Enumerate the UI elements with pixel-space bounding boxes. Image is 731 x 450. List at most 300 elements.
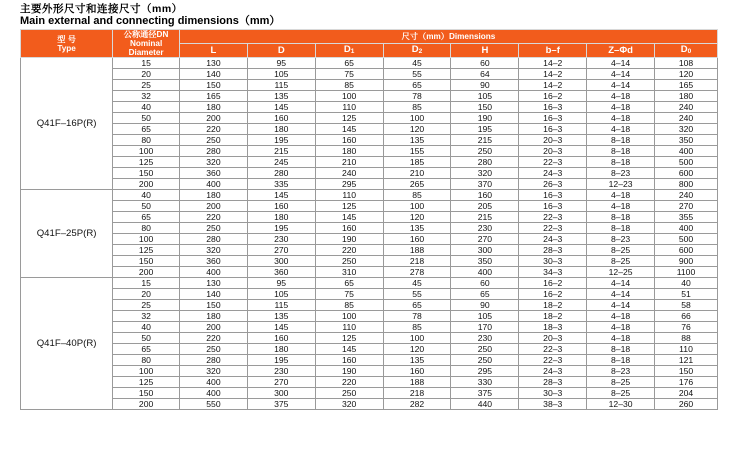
nominal-diameter-cell: 125 [113, 157, 180, 168]
nominal-diameter-cell: 65 [113, 212, 180, 223]
dimension-cell: 145 [315, 124, 383, 135]
nominal-header-cn: 公称通径DN [123, 30, 169, 39]
dimension-cell: 22–3 [519, 355, 587, 366]
dimension-cell: 24–3 [519, 234, 587, 245]
table-row [21, 311, 718, 322]
dimension-cell: 58 [655, 300, 718, 311]
dimension-cell: 150 [655, 366, 718, 377]
table-row [21, 157, 718, 168]
dimension-cell: 145 [315, 344, 383, 355]
dimension-cell: 115 [247, 300, 315, 311]
dimension-cell: 34–3 [519, 267, 587, 278]
nominal-diameter-cell: 20 [113, 69, 180, 80]
dimension-cell: 375 [451, 388, 519, 399]
dimension-cell: 125 [315, 201, 383, 212]
dimension-cell: 8–18 [587, 223, 655, 234]
table-row [21, 91, 718, 102]
table-row [21, 399, 718, 410]
column-header-2: $D_1$ [315, 44, 383, 58]
dimension-cell: 270 [247, 245, 315, 256]
dimension-cell: 355 [655, 212, 718, 223]
dimension-cell: 180 [247, 344, 315, 355]
dimension-cell: 215 [247, 146, 315, 157]
dimension-cell: 180 [180, 102, 248, 113]
dimension-cell: 220 [315, 377, 383, 388]
column-header-7: $D_0$ [655, 44, 718, 58]
dimension-cell: 400 [180, 267, 248, 278]
dimension-cell: 195 [247, 135, 315, 146]
dimension-cell: 170 [451, 322, 519, 333]
dimension-cell: 300 [451, 245, 519, 256]
dimension-cell: 300 [247, 388, 315, 399]
nominal-diameter-cell: 40 [113, 102, 180, 113]
dimension-cell: 205 [451, 201, 519, 212]
model-type-cell: Q41F–25P(R) [21, 190, 113, 278]
dimension-cell: 64 [451, 69, 519, 80]
dimension-cell: 230 [247, 234, 315, 245]
table-row [21, 124, 718, 135]
nominal-header-en2: Diameter [128, 48, 164, 57]
dimension-cell: 185 [383, 157, 451, 168]
nominal-header-en1: Nominal [129, 39, 163, 48]
table-row [21, 234, 718, 245]
dimension-cell: 220 [180, 212, 248, 223]
dimension-cell: 180 [655, 91, 718, 102]
dimension-cell: 500 [655, 157, 718, 168]
dimension-cell: 4–18 [587, 322, 655, 333]
dimension-cell: 375 [247, 399, 315, 410]
dimension-cell: 4–14 [587, 69, 655, 80]
nominal-diameter-cell: 200 [113, 267, 180, 278]
dimension-cell: 550 [180, 399, 248, 410]
dimension-cell: 8–25 [587, 388, 655, 399]
nominal-diameter-cell: 80 [113, 135, 180, 146]
dimension-cell: 18–2 [519, 300, 587, 311]
table-row [21, 388, 718, 399]
dimension-cell: 16–3 [519, 190, 587, 201]
dimension-cell: 400 [655, 146, 718, 157]
dimension-cell: 245 [247, 157, 315, 168]
dimension-cell: 180 [315, 146, 383, 157]
dimension-cell: 200 [180, 322, 248, 333]
dimension-cell: 240 [315, 168, 383, 179]
dimension-cell: 30–3 [519, 256, 587, 267]
dimension-cell: 350 [451, 256, 519, 267]
dimension-cell: 24–3 [519, 168, 587, 179]
dimension-cell: 180 [247, 124, 315, 135]
dimension-cell: 8–18 [587, 146, 655, 157]
table-row [21, 212, 718, 223]
dimension-cell: 16–2 [519, 289, 587, 300]
dimension-cell: 160 [247, 333, 315, 344]
dimension-cell: 120 [383, 212, 451, 223]
dimension-cell: 24–3 [519, 366, 587, 377]
nominal-diameter-cell: 40 [113, 190, 180, 201]
dimension-cell: 90 [451, 80, 519, 91]
dimension-cell: 370 [451, 179, 519, 190]
dimension-cell: 210 [315, 157, 383, 168]
dimension-cell: 280 [180, 146, 248, 157]
dimension-cell: 400 [451, 267, 519, 278]
dimension-cell: 14–2 [519, 69, 587, 80]
dimension-cell: 218 [383, 388, 451, 399]
dimension-cell: 14–2 [519, 80, 587, 91]
dimension-cell: 8–23 [587, 168, 655, 179]
page-title-english: Main external and connecting dimensions（mm） [20, 15, 281, 27]
nominal-diameter-cell: 50 [113, 333, 180, 344]
dimension-cell: 110 [655, 344, 718, 355]
dimension-cell: 4–18 [587, 201, 655, 212]
dimension-cell: 240 [655, 190, 718, 201]
dimension-cell: 12–30 [587, 399, 655, 410]
table-row [21, 344, 718, 355]
dimension-cell: 60 [451, 58, 519, 69]
dimension-cell: 300 [247, 256, 315, 267]
dimension-cell: 150 [180, 300, 248, 311]
dimension-cell: 4–14 [587, 300, 655, 311]
dimension-cell: 145 [315, 212, 383, 223]
model-type-cell: Q41F–16P(R) [21, 58, 113, 190]
table-row [21, 113, 718, 124]
dimension-cell: 8–18 [587, 212, 655, 223]
dimension-cell: 8–18 [587, 157, 655, 168]
dimension-cell: 320 [180, 157, 248, 168]
nominal-diameter-cell: 100 [113, 146, 180, 157]
dimension-cell: 295 [315, 179, 383, 190]
table-row [21, 300, 718, 311]
dimension-cell: 125 [315, 333, 383, 344]
dimension-cell: 4–14 [587, 289, 655, 300]
dimension-cell: 140 [180, 289, 248, 300]
dimension-cell: 16–2 [519, 91, 587, 102]
dimension-cell: 40 [655, 278, 718, 289]
dimension-cell: 360 [247, 267, 315, 278]
dimension-cell: 8–18 [587, 135, 655, 146]
column-header-0: L [180, 44, 248, 58]
dimension-cell: 800 [655, 179, 718, 190]
dimension-cell: 280 [451, 157, 519, 168]
dimension-cell: 135 [247, 91, 315, 102]
dimension-cell: 160 [383, 366, 451, 377]
table-row [21, 366, 718, 377]
dimension-cell: 66 [655, 311, 718, 322]
table-row [21, 168, 718, 179]
dimension-cell: 76 [655, 322, 718, 333]
dimension-cell: 100 [383, 333, 451, 344]
dimension-cell: 38–3 [519, 399, 587, 410]
dimension-cell: 400 [180, 388, 248, 399]
dimension-cell: 160 [451, 190, 519, 201]
dimension-cell: 220 [180, 124, 248, 135]
dimension-cell: 160 [315, 223, 383, 234]
dimension-cell: 8–18 [587, 344, 655, 355]
dimension-cell: 250 [451, 344, 519, 355]
dimension-cell: 210 [383, 168, 451, 179]
dimension-cell: 360 [180, 168, 248, 179]
dimension-cell: 330 [451, 377, 519, 388]
dimension-cell: 265 [383, 179, 451, 190]
dimension-cell: 600 [655, 168, 718, 179]
nominal-diameter-cell: 15 [113, 58, 180, 69]
dimension-cell: 125 [315, 113, 383, 124]
dimension-cell: 85 [315, 300, 383, 311]
dimension-cell: 295 [451, 366, 519, 377]
dimension-cell: 110 [315, 190, 383, 201]
dimension-cell: 78 [383, 311, 451, 322]
dimension-cell: 282 [383, 399, 451, 410]
table-row [21, 146, 718, 157]
dimension-cell: 188 [383, 377, 451, 388]
dimension-cell: 100 [383, 113, 451, 124]
dimension-cell: 160 [315, 355, 383, 366]
dimension-cell: 75 [315, 69, 383, 80]
dimension-cell: 240 [655, 102, 718, 113]
dimension-cell: 4–18 [587, 102, 655, 113]
nominal-diameter-cell: 200 [113, 399, 180, 410]
dimension-cell: 121 [655, 355, 718, 366]
dimension-cell: 320 [315, 399, 383, 410]
nominal-diameter-cell: 15 [113, 278, 180, 289]
dimension-cell: 55 [383, 289, 451, 300]
dimension-cell: 180 [180, 311, 248, 322]
dimension-cell: 65 [383, 80, 451, 91]
dimension-cell: 22–3 [519, 344, 587, 355]
nominal-diameter-cell: 150 [113, 256, 180, 267]
dimension-cell: 500 [655, 234, 718, 245]
dimension-cell: 20–3 [519, 146, 587, 157]
dimension-cell: 176 [655, 377, 718, 388]
column-header-4: H [451, 44, 519, 58]
table-row [21, 179, 718, 190]
dimension-cell: 85 [315, 80, 383, 91]
dimension-cell: 22–3 [519, 157, 587, 168]
dimension-cell: 120 [383, 344, 451, 355]
dimension-cell: 400 [180, 377, 248, 388]
dimension-cell: 90 [451, 300, 519, 311]
dimension-cell: 51 [655, 289, 718, 300]
dimension-cell: 8–25 [587, 256, 655, 267]
dimension-cell: 220 [315, 245, 383, 256]
dimension-cell: 110 [315, 102, 383, 113]
dimension-cell: 215 [451, 135, 519, 146]
dimension-cell: 150 [451, 102, 519, 113]
dimension-cell: 320 [655, 124, 718, 135]
dimension-cell: 250 [180, 135, 248, 146]
type-header-cn: 型 号 [57, 34, 76, 44]
column-header-5: b–f [519, 44, 587, 58]
dimension-cell: 320 [180, 366, 248, 377]
nominal-diameter-cell: 40 [113, 322, 180, 333]
dimension-cell: 110 [315, 322, 383, 333]
table-row [21, 289, 718, 300]
table-row [21, 102, 718, 113]
dimension-cell: 190 [315, 366, 383, 377]
dimension-cell: 135 [247, 311, 315, 322]
dimension-cell: 278 [383, 267, 451, 278]
dimension-cell: 220 [180, 333, 248, 344]
table-row [21, 245, 718, 256]
dimension-cell: 130 [180, 278, 248, 289]
nominal-diameter-cell: 80 [113, 223, 180, 234]
dimension-cell: 55 [383, 69, 451, 80]
dimension-cell: 260 [655, 399, 718, 410]
dimension-cell: 145 [247, 322, 315, 333]
dimension-cell: 204 [655, 388, 718, 399]
dimension-cell: 135 [383, 135, 451, 146]
dimension-cell: 250 [315, 388, 383, 399]
table-row [21, 201, 718, 212]
nominal-diameter-cell: 25 [113, 300, 180, 311]
table-row [21, 135, 718, 146]
dimensions-table [20, 29, 718, 410]
dimension-cell: 45 [383, 58, 451, 69]
dimension-cell: 230 [451, 223, 519, 234]
dimension-cell: 145 [247, 102, 315, 113]
dimension-cell: 105 [247, 289, 315, 300]
dimension-cell: 310 [315, 267, 383, 278]
dimension-cell: 12–25 [587, 267, 655, 278]
dimension-cell: 335 [247, 179, 315, 190]
dimension-cell: 180 [247, 212, 315, 223]
dimension-cell: 75 [315, 289, 383, 300]
dimension-cell: 280 [180, 234, 248, 245]
dimension-cell: 4–14 [587, 80, 655, 91]
dimension-cell: 600 [655, 245, 718, 256]
dimension-cell: 195 [451, 124, 519, 135]
nominal-diameter-cell: 50 [113, 113, 180, 124]
dimension-cell: 218 [383, 256, 451, 267]
dimension-cell: 16–3 [519, 124, 587, 135]
nominal-diameter-cell: 65 [113, 344, 180, 355]
page-title-chinese: 主要外形尺寸和连接尺寸（mm） [20, 3, 183, 15]
dimension-cell: 28–3 [519, 245, 587, 256]
nominal-diameter-header [113, 30, 180, 58]
dimension-cell: 195 [247, 355, 315, 366]
dimension-cell: 100 [315, 311, 383, 322]
table-row [21, 377, 718, 388]
nominal-diameter-cell: 80 [113, 355, 180, 366]
table-row [21, 333, 718, 344]
dimension-cell: 200 [180, 113, 248, 124]
dimension-cell: 230 [451, 333, 519, 344]
dimension-cell: 105 [451, 311, 519, 322]
dimension-cell: 160 [383, 234, 451, 245]
dimension-cell: 4–14 [587, 58, 655, 69]
column-header-1: D [247, 44, 315, 58]
dimension-cell: 100 [315, 91, 383, 102]
dimension-cell: 65 [315, 58, 383, 69]
dimension-cell: 4–18 [587, 333, 655, 344]
type-header-en: Type [57, 43, 76, 53]
dimension-cell: 160 [247, 113, 315, 124]
table-row [21, 355, 718, 366]
table-row [21, 190, 718, 201]
dimension-cell: 240 [655, 113, 718, 124]
dimension-cell: 16–3 [519, 201, 587, 212]
table-row [21, 69, 718, 80]
dimension-cell: 4–18 [587, 124, 655, 135]
dimension-cell: 1100 [655, 267, 718, 278]
dimension-cell: 60 [451, 278, 519, 289]
dimension-cell: 4–18 [587, 91, 655, 102]
dimension-cell: 18–2 [519, 311, 587, 322]
dimension-cell: 135 [383, 223, 451, 234]
nominal-diameter-cell: 100 [113, 366, 180, 377]
nominal-diameter-cell: 150 [113, 168, 180, 179]
dimension-cell: 45 [383, 278, 451, 289]
dimension-cell: 900 [655, 256, 718, 267]
dimension-cell: 4–14 [587, 278, 655, 289]
dimension-cell: 78 [383, 91, 451, 102]
dimension-cell: 200 [180, 201, 248, 212]
dimension-cell: 22–3 [519, 223, 587, 234]
nominal-diameter-cell: 25 [113, 80, 180, 91]
table-row [21, 256, 718, 267]
dimension-cell: 140 [180, 69, 248, 80]
dimension-cell: 120 [383, 124, 451, 135]
nominal-diameter-cell: 20 [113, 289, 180, 300]
dimension-cell: 20–3 [519, 333, 587, 344]
type-header [21, 30, 113, 58]
dimension-cell: 65 [315, 278, 383, 289]
dimensions-header: 尺寸（mm）Dimensions [180, 30, 718, 44]
dimension-cell: 18–3 [519, 322, 587, 333]
dimension-cell: 180 [180, 190, 248, 201]
dimension-cell: 188 [383, 245, 451, 256]
dimension-cell: 8–23 [587, 366, 655, 377]
table-row [21, 278, 718, 289]
nominal-diameter-cell: 50 [113, 201, 180, 212]
dimension-cell: 195 [247, 223, 315, 234]
table-row [21, 223, 718, 234]
dimension-cell: 20–3 [519, 135, 587, 146]
nominal-diameter-cell: 200 [113, 179, 180, 190]
dimension-cell: 190 [451, 113, 519, 124]
dimension-cell: 230 [247, 366, 315, 377]
dimension-cell: 4–18 [587, 190, 655, 201]
dimension-cell: 8–18 [587, 355, 655, 366]
dimension-cell: 250 [180, 344, 248, 355]
dimension-cell: 130 [180, 58, 248, 69]
nominal-diameter-cell: 100 [113, 234, 180, 245]
dimension-cell: 440 [451, 399, 519, 410]
dimension-cell: 280 [247, 168, 315, 179]
nominal-diameter-cell: 32 [113, 91, 180, 102]
dimension-cell: 115 [247, 80, 315, 91]
dimension-cell: 270 [247, 377, 315, 388]
dimension-cell: 165 [180, 91, 248, 102]
dimension-cell: 108 [655, 58, 718, 69]
dimension-cell: 4–18 [587, 113, 655, 124]
dimension-cell: 400 [180, 179, 248, 190]
dimension-cell: 12–23 [587, 179, 655, 190]
dimension-cell: 155 [383, 146, 451, 157]
dimension-cell: 320 [180, 245, 248, 256]
dimension-cell: 85 [383, 322, 451, 333]
dimension-cell: 65 [451, 289, 519, 300]
dimension-cell: 28–3 [519, 377, 587, 388]
dimension-cell: 250 [451, 146, 519, 157]
dimension-cell: 320 [451, 168, 519, 179]
dimension-cell: 400 [655, 223, 718, 234]
dimension-cell: 85 [383, 102, 451, 113]
table-row [21, 58, 718, 69]
dimension-cell: 150 [180, 80, 248, 91]
dimension-cell: 88 [655, 333, 718, 344]
dimension-cell: 160 [247, 201, 315, 212]
dimension-cell: 250 [451, 355, 519, 366]
dimension-cell: 8–25 [587, 377, 655, 388]
